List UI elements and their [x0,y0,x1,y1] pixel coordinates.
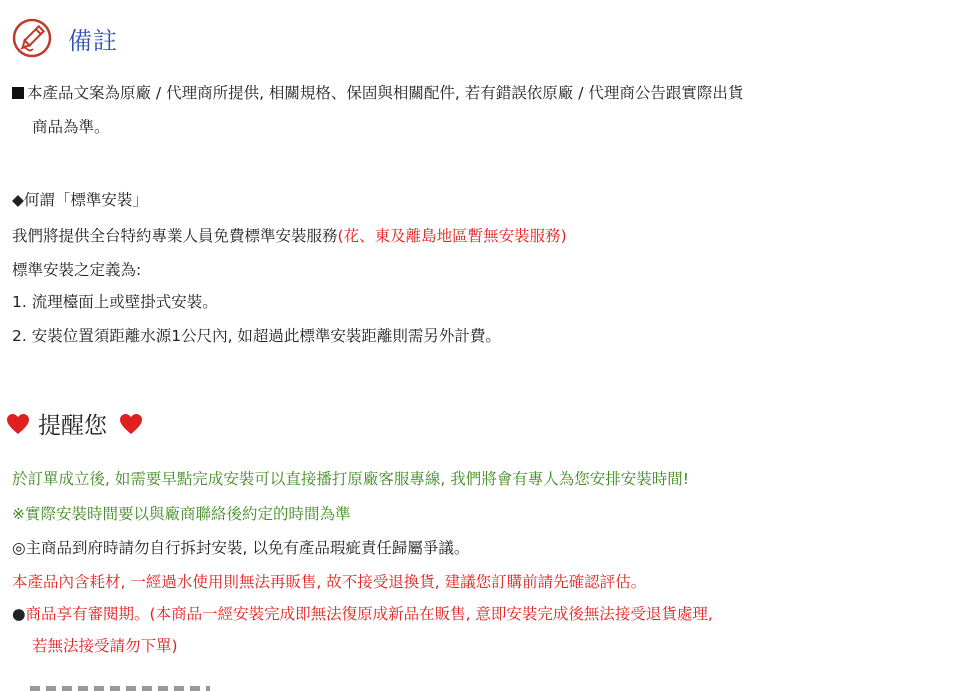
heart-icon [119,413,143,435]
remind-red-line-2 [12,604,713,624]
disclaimer-line-2: 商品為準。 [32,118,110,136]
install-item-2: 2. 安裝位置須距離水源1公尺內, 如超過此標準安裝距離則需另外計費。 [12,327,501,345]
install-service-note: (花、東及離島地區暫無安裝服務) [337,227,567,245]
disclaimer-line-1 [12,83,743,103]
remind-title: 提醒您 [38,413,107,439]
page-title: 備註 [68,26,118,55]
heart-icon [6,413,30,435]
install-item-1: 1. 流理檯面上或壁掛式安裝。 [12,293,218,311]
install-service-text: 我們將提供全台特約專業人員免費標準安裝服務 [12,227,338,245]
install-definition: 標準安裝之定義為: [12,261,142,279]
remind-green-line-1: 於訂單成立後, 如需要早點完成安裝可以直接播打原廠客服專線, 我們將會有專人為您安排安裝時間! [12,470,689,488]
remind-dark-line-1: ◎主商品到府時請勿自行拆封安裝, 以免有產品瑕疵責任歸屬爭議。 [12,539,470,557]
cropped-text-edge [30,686,210,691]
install-heading: ◆何謂「標準安裝」 [12,191,148,209]
remind-red-line-1: 本產品內含耗材, 一經過水使用則無法再販售, 故不接受退換貨, 建議您訂購前請先確認評估。 [12,573,647,591]
notes-header [12,18,118,58]
remind-header [6,407,143,440]
disclaimer-text-1: 本產品文案為原廠 / 代理商所提供, 相關規格、保固與相關配件, 若有錯誤依原廠 / 代理商公告跟實際出貨 [27,84,744,102]
pencil-icon [12,18,52,58]
remind-red-line-3: 若無法接受請勿下單) [32,637,178,655]
install-service-line [12,226,567,246]
remind-red-text-2: 商品享有審閱期。(本商品一經安裝完成即無法復原成新品在販售, 意即安裝完成後無法接受退貨處理, [25,605,713,623]
square-bullet-icon [12,87,24,99]
round-bullet: ● [12,605,26,623]
remind-green-line-2: ※實際安裝時間要以與廠商聯絡後約定的時間為準 [12,505,351,523]
